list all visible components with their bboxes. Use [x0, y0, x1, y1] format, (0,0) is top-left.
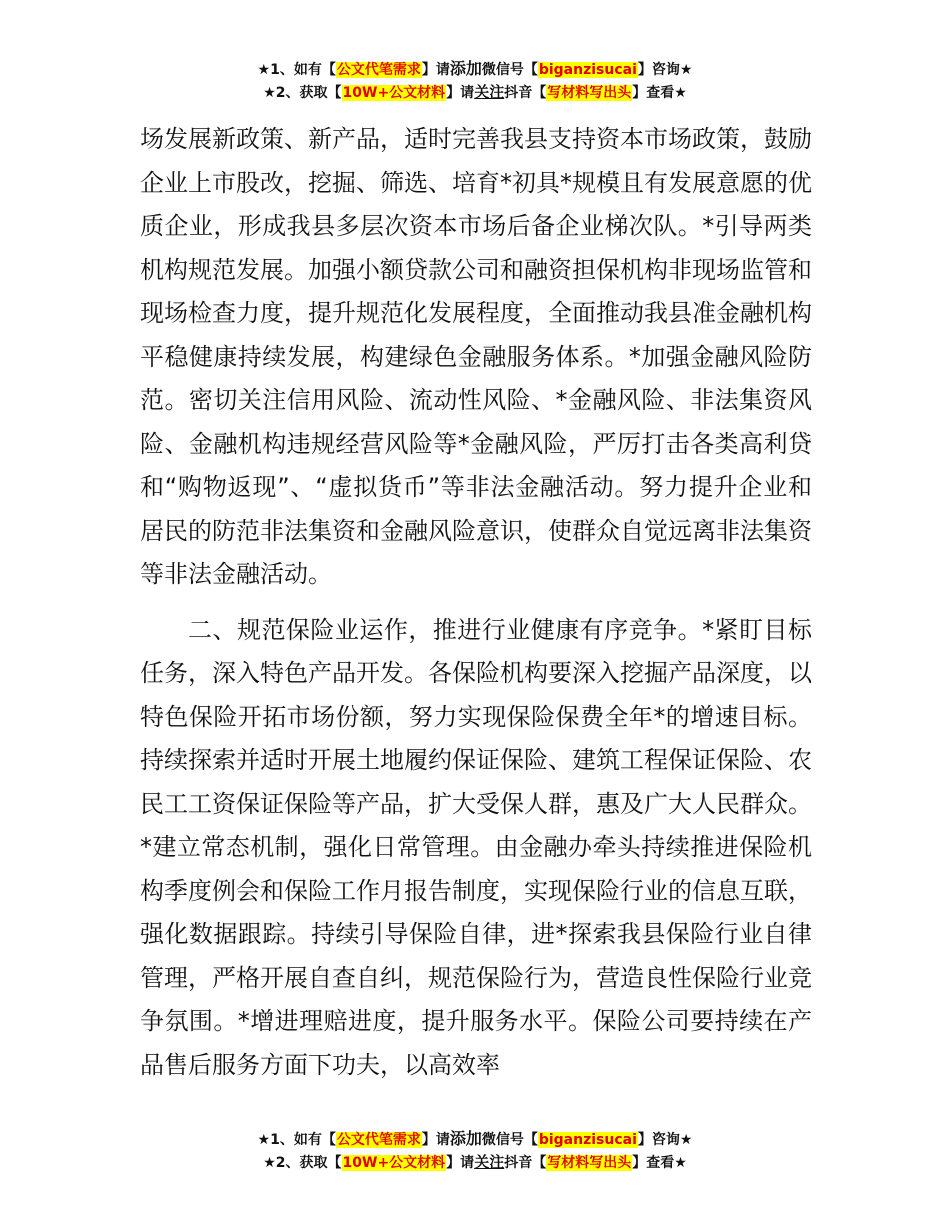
paragraph-1: 场发展新政策、新产品，适时完善我县支持资本市场政策，鼓励企业上市股改，挖掘、筛选、培育*初具*规模且有发展意愿的优质企业，形成我县多层次资本市场后备企业梯次队。*引导两类机构规范发展。加强小额贷款公司和融资担保机构非现场监管和现场检查力度，提升规范化发展程度，全面推动我县准金融机构平稳健康持续发展，构建绿色金融服务体系。*加强金融风险防范。密切关注信用风险、流动性风险、*金融风险、非法集资风险、金融机构违规经营风险等*金融风险，严厉打击各类高利贷和“购物返现”、“虚拟货币”等非法金融活动。努力提升企业和居民的防范非法集资和金融风险意识，使群众自觉远离非法集资等非法金融活动。	[140, 125, 812, 588]
document-body	[140, 118, 812, 1087]
banner-highlight: 10W+公文材料	[342, 1155, 446, 1171]
banner-line-2	[0, 81, 950, 104]
banner-emphasis: 关注	[474, 1153, 505, 1171]
footer-banner	[0, 1128, 950, 1174]
banner-emphasis: 关注	[474, 83, 505, 101]
banner-text: 抖音【	[504, 85, 547, 101]
banner-text: ★2、获取【	[263, 1155, 342, 1171]
banner-text: 抖音【	[504, 1155, 547, 1171]
banner-douyin-id: 写材料写出头	[547, 85, 632, 101]
banner-text: 】请	[421, 1132, 450, 1148]
banner-text: 】请	[446, 1155, 475, 1171]
banner-highlight: 10W+公文材料	[342, 85, 446, 101]
banner-text: 】咨询★	[637, 62, 693, 78]
paragraph-2: 二、规范保险业运作，推进行业健康有序竞争。*紧盯目标任务，深入特色产品开发。各保险机构要深入挖掘产品深度，以特色保险开拓市场份额，努力实现保险保费全年*的增速目标。持续探索并适时开展土地履约保证保险、建筑工程保证保险、农民工工资保证保险等产品，扩大受保人群，惠及广大人民群众。*建立常态机制，强化日常管理。由金融办牵头持续推进保险机构季度例会和保险工作月报告制度，实现保险行业的信息互联，强化数据跟踪。持续引导保险自律，进*探索我县保险行业自律管理，严格开展自查自纠，规范保险行为，营造良性保险行业竞争氛围。*增进理赔进度，提升服务水平。保险公司要持续在产品售后服务方面下功夫，以高效率	[140, 615, 812, 1079]
banner-line-1	[0, 58, 950, 81]
banner-wechat-id: biganzisucai	[538, 62, 637, 78]
banner-line-1	[0, 1128, 950, 1151]
banner-emphasis: 添加	[449, 59, 482, 78]
banner-highlight: 公文代笔需求	[336, 1132, 421, 1148]
banner-text: 微信号【	[481, 62, 538, 78]
banner-text: 】请	[446, 85, 475, 101]
banner-line-2	[0, 1151, 950, 1174]
header-banner	[0, 58, 950, 104]
banner-text: ★1、如有【	[257, 1132, 336, 1148]
banner-text: 】请	[421, 62, 450, 78]
banner-highlight: 公文代笔需求	[336, 62, 421, 78]
banner-text: ★1、如有【	[257, 62, 336, 78]
banner-douyin-id: 写材料写出头	[547, 1155, 632, 1171]
banner-text: 】查看★	[632, 1155, 687, 1171]
banner-text: 微信号【	[481, 1132, 538, 1148]
banner-text: 】咨询★	[637, 1132, 693, 1148]
banner-emphasis: 添加	[449, 1129, 482, 1148]
banner-text: 】查看★	[632, 85, 687, 101]
banner-wechat-id: biganzisucai	[538, 1132, 637, 1148]
banner-text: ★2、获取【	[263, 85, 342, 101]
